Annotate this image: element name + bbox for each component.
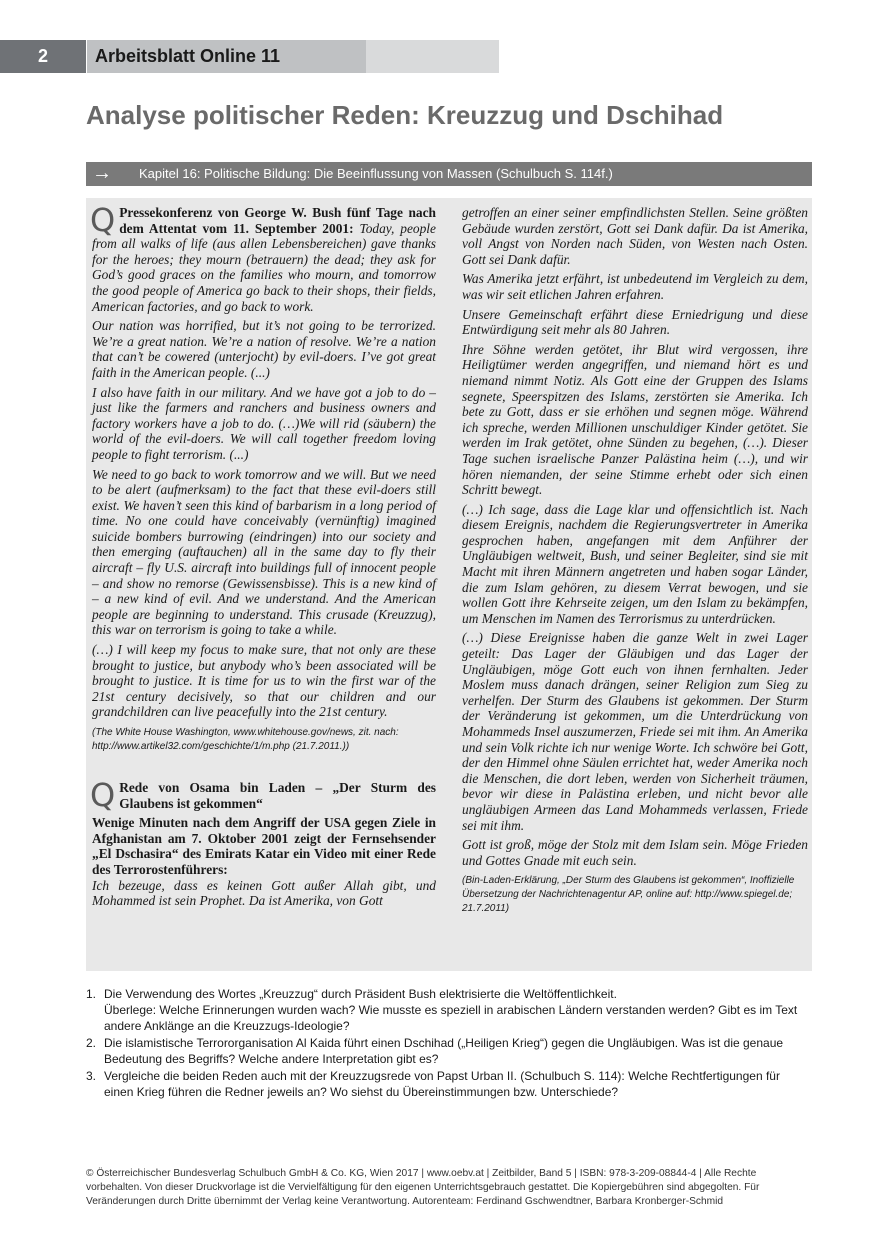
source2-citation: (Bin-Laden-Erklärung, „Der Sturm des Glaubens ist gekommen“, Inoffizielle Übersetzung der Nachrichtenagentur AP, online auf: http://www.spiegel.de; 21.7.2011) [462,875,795,915]
source1-paragraph: Our nation was horrified, but it’s not going to be terrorized. We’re a great nation. We’re a nation of resolve. We’re a nation that can’t be cowered (unterjocht) by evil-doers. I’ve got great faith in the American people. (...) [92,318,436,380]
source1-paragraph: I also have faith in our military. And we have got a job to do – just like the farmers and ranchers and business owners and factory workers have a job to do. (…)We will rid (säubern) the world of the evil-doers. We will call together freedom loving people to fight terrorism. (...) [92,384,436,462]
arrow-right-icon: → [92,162,112,184]
source1-paragraph: We need to go back to work tomorrow and we will. But we need to be alert (aufmerksam) to the fact that these evil-doers still exist. We haven’t seen this kind of barbarism in a long period of time. No one could have conceivably (vernünftig) imagined suicide bombers burrowing (eindringen) into our society and then emerging (auftauchen) all in the same day to fly their aircraft – fly U.S. aircraft into buildings full of innocent people – and show no remorse (Gewissensbisse). This is a new kind of – a new kind of evil. And we understand. And the American people are beginning to understand. This crusade (Kreuzzug), this war on terrorism is going to take a while. [92,466,436,638]
source2-paragraph: Ich bezeuge, dass es keinen Gott außer Allah gibt, und Mohammed ist sein Prophet. Da ist Amerika, von Gott [92,877,436,909]
source1-paragraph: Today, people from all walks of life (aus allen Lebensbereichen) gave thanks for the heroes; they mourn (betrauern) the dead; they ask for God’s good graces on the families who mourn, and tomorrow the good people of America go back to their shops, their fields, American factories, and go back to work. [92,220,436,314]
left-column [90,201,436,913]
task-number: 3. [86,1069,97,1083]
source2-intro: Wenige Minuten nach dem Angriff der USA gegen Ziele in Afghanistan am 7. Oktober 2001 zeigt der Fernsehsender „El Dschasira“ des Emirats Katar ein Video mit einer Rede des Terrorostenführers: [92,815,436,877]
source2-paragraph: (…) Diese Ereignisse haben die ganze Welt in zwei Lager geteilt: Das Lager der Gläubigen und das Lager der Ungläubigen, möge Gott euch von ihnen fernhalten. Jeder Moslem muss danach drängen, seiner Religion zum Sieg zu verhelfen. Der Sturm des Glaubens ist gekommen. Der Sturm der Veränderung ist gekommen, um die Unterdrückung von Mohammeds Insel auszumerzen, Friede sei mit ihm. An Amerika und sein Volk richte ich nur wenige Worte. Ich schwöre bei Gott, der den Himmel ohne Säulen errichtet hat, weder Amerika noch die Menschen, die dort leben, werden von Sicherheit träumen, bevor wir diese in Palästina erleben, und nicht bevor alle ungläubigen Armeen das Land Mohammeds verlassen, Friede sei mit ihm. [462,630,808,833]
source2-paragraph: Gott ist groß, möge der Stolz mit dem Islam sein. Möge Frieden und Gottes Gnade mit euch sein. [462,837,808,868]
task-text: Vergleiche die beiden Reden auch mit der Kreuzzugsrede von Papst Urban II. (Schulbuch S. 114): Welche Rechtfertigungen für einen Krieg führen die Redner jeweils an? Wo siehst du Übereinstimmungen bzw. Unterschiede? [104,1069,780,1099]
source-q-icon: Q [90,201,116,239]
right-column [462,205,808,920]
source2-paragraph: (…) Ich sage, dass die Lage klar und offensichtlich ist. Nach diesem Ereignis, nachdem die Regierungsvertreter in Amerika gesprochen haben, angefangen mit dem Anführer der Ungläubigen weltweit, Bush, und seiner Begleiter, sind sie mit Macht mit ihren Männern angetreten und haben sogar Länder, die zum Islam gehören, zu diesem Verrat bewogen, und sie wollen Gott ihre Kehrseite zeigen, um den Islam zu bekämpfen, um Menschen im Namen des Terrorismus zu unterdrücken. [462,501,808,626]
source1-heading: Pressekonferenz von George W. Bush fünf Tage nach dem Attentat vom 11. September 2001: [119,205,436,236]
task-text: Überlege: Welche Erinnerungen wurden wach? Wie musste es speziell in arabischen Ländern verstanden werden? Gibt es im Text andere Anklänge an die Kreuzzugs-Ideologie? [104,1003,798,1033]
task-text: Die islamistische Terrororganisation Al Kaida führt einen Dschihad („Heiligen Krieg“) gegen die Ungläubigen. Was ist die genaue Bedeutung des Begriffs? Welche andere Interpretation gibt es? [104,1036,784,1066]
task-number: 2. [86,1036,97,1050]
task-item [86,986,812,1034]
task-list [86,986,812,1101]
task-text: Die Verwendung des Wortes „Kreuzzug“ durch Präsident Bush elektrisierte die Weltöffentlichkeit. [104,987,617,1001]
source2-paragraph: getroffen an einer seiner empfindlichsten Stellen. Seine größten Gebäude wurden zerstört, Gott sei Dank dafür. Da ist Amerika, voll Angst von Norden nach Süden, von Westen nach Osten. Gott sei Dank dafür. [462,205,808,267]
chapter-bar [86,162,812,186]
chapter-reference: Kapitel 16: Politische Bildung: Die Beeinflussung von Massen (Schulbuch S. 114f.) [139,166,613,181]
source2-paragraph: Ihre Söhne werden getötet, ihr Blut wird vergossen, ihre Heiligtümer werden angegriffen, und niemand hört es und niemand nimmt Notiz. Als Gott eine der Gruppen des Islams segnete, Speerspitzen des Islams, zerstörten sie Amerika. Ich bete zu Gott, dass er sie erhöhen und segnen möge. Während ich spreche, werden Millionen unschuldiger Kinder getötet. Sie werden im Irak getötet, ohne Sünden zu begehen, (…). Dieser Tage suchen israelische Panzer Palästina heim (…), und wir hören niemanden, der seine Stimme erhebt oder sich einen Schritt bewegt. [462,341,808,498]
task-item [86,1068,812,1100]
source1-paragraph: (…) I will keep my focus to make sure, that not only are these brought to justice, but anybody who’s been associated will be brought to justice. It is time for us to win the first war of the 21st century decisively, so that our children and our grandchildren can live peacefully into the 21st century. [92,642,436,720]
task-item [86,1035,812,1067]
header-bar-decoration [366,40,499,73]
page-number: 2 [0,40,86,73]
source1-citation: (The White House Washington, www.whitehouse.gov/news, zit. nach: http://www.artikel32.com/geschichte/1/m.php (21.7.2011.)) [92,727,399,752]
worksheet-title: Arbeitsblatt Online 11 [87,40,366,73]
copyright-footer: © Österreichischer Bundesverlag Schulbuch GmbH & Co. KG, Wien 2017 | www.oebv.at | Zeitbilder, Band 5 | ISBN: 978-3-209-08844-4 | Alle Rechte vorbehalten. Von dieser Druckvorlage ist die Vervielfältigung für den eigenen Unterrichtsgebrauch gestattet. Die Kopiergebühren sind abgegolten. Für Veränderungen durch Dritte übernimmt der Verlag keine Verantwortung. Autorenteam: Ferdinand Gschwendtner, Barbara Kronberger-Schmid [86,1168,760,1207]
task-number: 1. [86,987,97,1001]
page-title: Analyse politischer Reden: Kreuzzug und Dschihad [86,100,724,130]
source2-paragraph: Was Amerika jetzt erfährt, ist unbedeutend im Vergleich zu dem, was wir seit etlichen Jahren erfahren. [462,271,808,302]
sources-box [86,198,812,971]
source2-heading: Rede von Osama bin Laden – „Der Sturm des Glaubens ist gekommen“ [119,780,436,811]
source-q-icon: Q [90,776,116,814]
source2-paragraph: Unsere Gemeinschaft erfährt diese Erniedrigung und diese Entwürdigung seit mehr als 80 Jahren. [462,306,808,338]
